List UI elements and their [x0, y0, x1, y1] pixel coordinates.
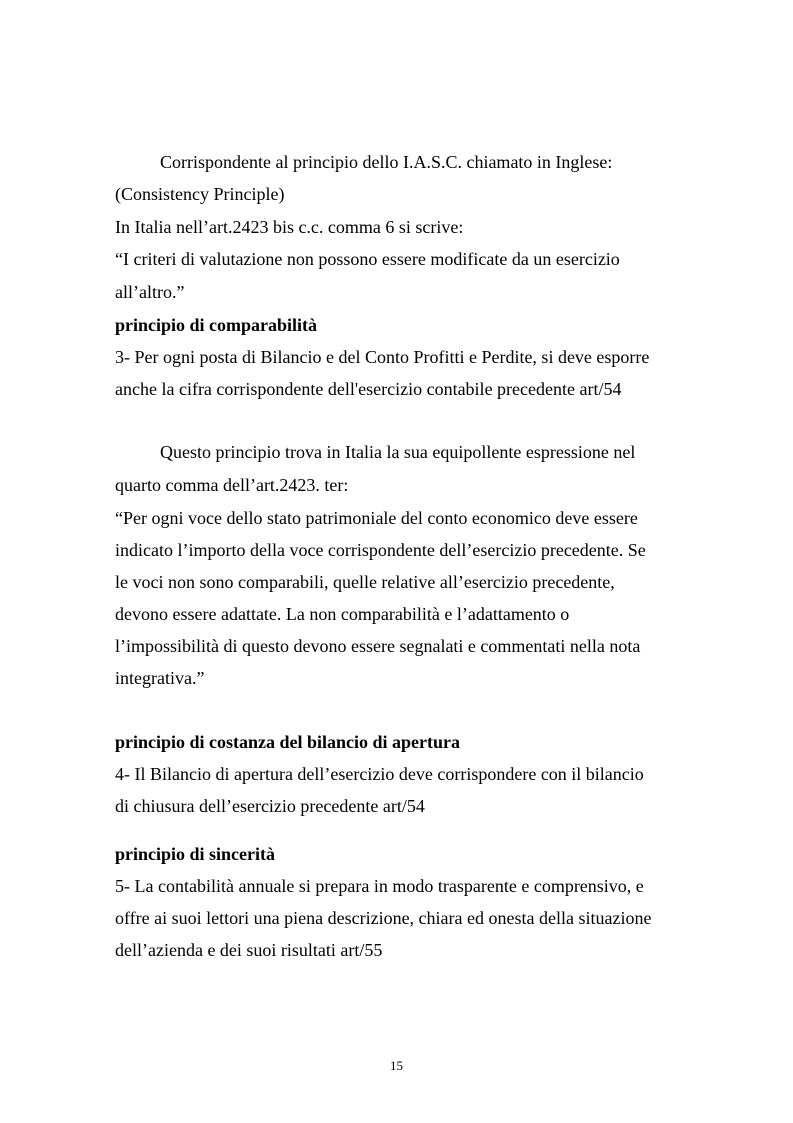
quote-line: devono essere adattate. La non comparabilità e l’adattamento o — [115, 604, 570, 624]
quote-line: “Per ogni voce dello stato patrimoniale del conto economico deve essere — [115, 508, 638, 528]
paragraph-line: anche la cifra corrispondente dell'esercizio contabile precedente art/54 — [115, 379, 622, 399]
quote-line: integrativa.” — [115, 668, 205, 688]
paragraph-line: 4- Il Bilancio di apertura dell’esercizio deve corrispondere con il bilancio — [115, 764, 644, 784]
page-number: 15 — [390, 1058, 403, 1073]
paragraph-line: di chiusura dell’esercizio precedente art/54 — [115, 796, 425, 816]
paragraph-line: 3- Per ogni posta di Bilancio e del Conto Profitti e Perdite, si deve esporre — [115, 347, 650, 367]
quote-line: l’impossibilità di questo devono essere segnalati e commentati nella nota — [115, 636, 641, 656]
paragraph-line: offre ai suoi lettori una piena descrizione, chiara ed onesta della situazione — [115, 908, 652, 928]
paragraph-line: Questo principio trova in Italia la sua equipollente espressione nel — [160, 442, 636, 462]
paragraph-line: quarto comma dell’art.2423. ter: — [115, 475, 349, 495]
paragraph-line: (Consistency Principle) — [115, 184, 285, 204]
paragraph-line: In Italia nell’art.2423 bis c.c. comma 6 si scrive: — [115, 217, 464, 237]
quote-line: indicato l’importo della voce corrispondente dell’esercizio precedente. Se — [115, 540, 646, 560]
quote-line: “I criteri di valutazione non possono essere modificate da un esercizio — [115, 249, 620, 269]
quote-line: le voci non sono comparabili, quelle relative all’esercizio precedente, — [115, 572, 615, 592]
section-heading: principio di sincerità — [115, 844, 276, 864]
paragraph-line: Corrispondente al principio dello I.A.S.C. chiamato in Inglese: — [160, 152, 613, 172]
section-heading: principio di comparabilità — [115, 315, 318, 335]
section-heading: principio di costanza del bilancio di apertura — [115, 732, 461, 752]
quote-line: all’altro.” — [115, 282, 185, 302]
paragraph-line: dell’azienda e dei suoi risultati art/55 — [115, 940, 383, 960]
paragraph-line: 5- La contabilità annuale si prepara in modo trasparente e comprensivo, e — [115, 876, 644, 896]
